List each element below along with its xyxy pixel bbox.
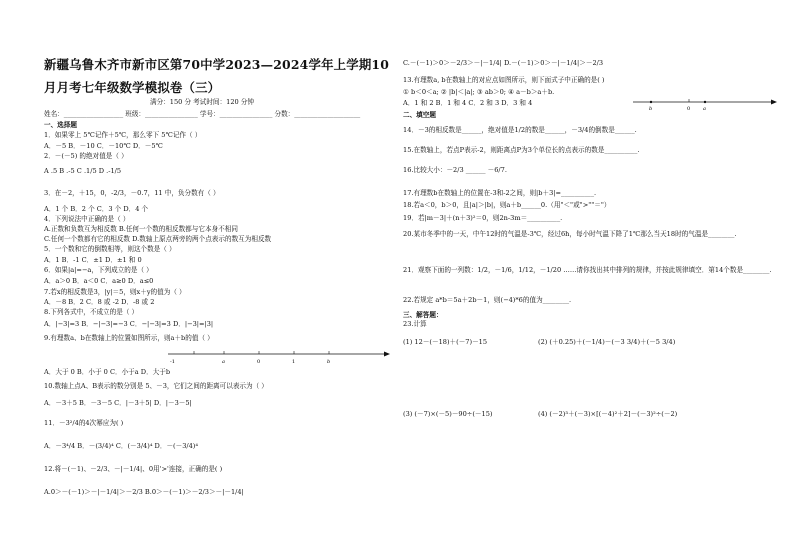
options-5: A．1 B．-1 C．±1 D．±1 和 0	[44, 256, 142, 264]
question-12: 12.将－(－1)、－2/3、－|－1/4|、0用'>'连接，正确的是( )	[44, 465, 223, 473]
question-19: 19．若|m－3|＋(n＋3)²＝0，则2n-3m＝__________.	[403, 214, 563, 222]
number-line-q9	[164, 346, 394, 368]
question-10: 10.数轴上点A、B表示的数分别是 5、－3，它们之间的距离可以表示为（ ）	[44, 382, 268, 390]
axis-label: -1	[170, 359, 175, 365]
statements-13: ① b＜0＜a; ② |b|＜|a|; ③ ab＞0; ④ a－b＞a＋b.	[403, 88, 555, 96]
question-7: 7.若x的相反数是3，|y|＝5，则x＋y的值为（ ）	[44, 288, 186, 296]
options-2: A .5 B .-5 C .1/5 D .-1/5	[44, 167, 122, 175]
question-1: 1．如果零上 5℃记作＋5℃，那么零下 5℃记作（ ）	[44, 131, 202, 139]
question-4: 4．下列说法中正确的是（ ）	[44, 215, 130, 223]
axis-label: b	[327, 359, 331, 365]
question-3: 3．在－2，＋15，0，-2/3，－0.7，11 中，负分数有（ ）	[44, 189, 220, 197]
options-13: A．1 和 2 B．1 和 4 C．2 和 3 D．3 和 4	[403, 99, 533, 107]
student-info-line: 姓名：__________________ 班级：________________ 学号：________________ 分数：____________________	[44, 110, 361, 118]
options-11: A．－3⁴/4 B．－(3/4)⁴ C．(－3/4)⁴ D．－(－3/4)⁴	[44, 442, 199, 450]
exam-meta: 满分：150 分 考试时间：120 分钟	[150, 98, 254, 106]
calc-2: (2) (＋0.25)＋(－1/4)－(－3 3/4)＋(－5 3/4)	[538, 338, 676, 346]
axis-label: 0	[687, 106, 691, 112]
axis-label: a	[222, 359, 225, 365]
question-11: 11．－3²/4的4次幂应为( )	[44, 419, 124, 427]
options-6: A．a＞0 B．a＜0 C．a≥0 D．a≤0	[44, 277, 154, 285]
question-6: 6．如果|a|=−a，下列成立的是（ ）	[44, 266, 153, 274]
number-line-q13	[631, 96, 781, 114]
axis-label: 0	[257, 359, 261, 365]
options-12ab: A.0＞－(－1)＞－|－1/4|＞－2/3 B.0＞－(－1)＞－2/3＞－|－1/4|	[44, 488, 244, 496]
section-heading: 三、解答题：	[403, 311, 443, 319]
question-5: 5．一个数和它的倒数相等，则这个数是（ ）	[44, 245, 176, 253]
options-12cd: C.－(－1)＞0＞－2/3＞－|－1/4| D.－(－1)＞0＞－|－1/4|＞－2/3	[403, 59, 604, 67]
calc-4: (4) (－2)³＋(－3)×[(－4)²＋2]－(－3)²÷(－2)	[538, 410, 678, 418]
section-heading: 二、填空题	[403, 111, 436, 119]
calc-1: (1) 12－(－18)＋(－7)－15	[403, 338, 488, 346]
section-heading: 一、选择题	[44, 121, 77, 129]
options-8: A．|−3|=3 B．−|−3|=−3 C．−|−3|=3 D．|−3|=|3|	[44, 320, 214, 328]
page-title-line1: 新疆乌鲁木齐市新市区第70中学2023—2024学年上学期10	[44, 57, 390, 72]
question-9: 9.有理数a、b在数轴上的位置如图所示，则a＋b的值（ ）	[44, 334, 214, 342]
question-8: 8.下列各式中，不成立的是（ ）	[44, 308, 139, 316]
question-13: 13.有理数a, b在数轴上的对应点如图所示，则下面式子中正确的是( )	[403, 76, 605, 84]
question-22: 22.若规定 a*b＝5a＋2b－1，则(−4)*6的值为________.	[403, 296, 572, 304]
question-16: 16.比较大小：－2/3 ______ －6/7.	[403, 166, 507, 174]
options-7: A．－8 B．2 C．8 或 -2 D．-8 或 2	[44, 298, 155, 306]
question-18: 18.若a＜0，b＞0，且|a|＞|b|，则a＋b______0.（用"＜"或">""＝"）	[403, 201, 611, 209]
calc-3: (3) (－7)×(－5)－90÷(－15)	[403, 410, 493, 418]
question-23: 23.计算	[403, 320, 427, 328]
question-20: 20.某市冬季中的一天，中午12时的气温是-3℃，经过6h，每小时气温下降了1℃那么当天18时的气温是________.	[403, 230, 737, 238]
question-2: 2．－(－5) 的绝对值是（ ）	[44, 152, 128, 160]
page-title-line2: 月月考七年级数学模拟卷（三）	[44, 80, 221, 95]
axis-label: a	[703, 106, 706, 112]
question-17: 17.有理数b在数轴上的位置在-3和-2之间，则|b＋3|=__________.	[403, 189, 597, 197]
options-10: A．－3＋5 B．－3－5 C．|－3＋5| D．|－3－5|	[44, 399, 192, 407]
options-3: A．1 个 B．2 个 C．3 个 D．4 个	[44, 205, 149, 213]
options-4b: C.任何一个数都有它的相反数 D.数轴上原点两旁的两个点表示的数互为相反数	[44, 235, 272, 243]
options-9: A．大于 0 B．小于 0 C．小于a D．大于b	[44, 368, 171, 376]
question-21: 21．观察下面的一列数：1/2，－1/6，1/12，－1/20 ……请你找出其中排列的规律，并按此规律填空．第14个数是________.	[403, 266, 772, 274]
question-15: 15.在数轴上，若点P表示-2，则距离点P为3个单位长的点表示的数是__________.	[403, 146, 640, 154]
axis-label: 1	[292, 359, 296, 365]
question-14: 14．－3的相反数是______，绝对值是1/2的数是______，－3/4的倒数是______.	[403, 126, 637, 134]
options-1: A．－5 B．－10 C．－10℃ D．－5℃	[44, 142, 163, 150]
options-4a: A.正数和负数互为相反数 B.任何一个数的相反数都与它本身不相同	[44, 225, 238, 233]
axis-label: b	[649, 106, 653, 112]
